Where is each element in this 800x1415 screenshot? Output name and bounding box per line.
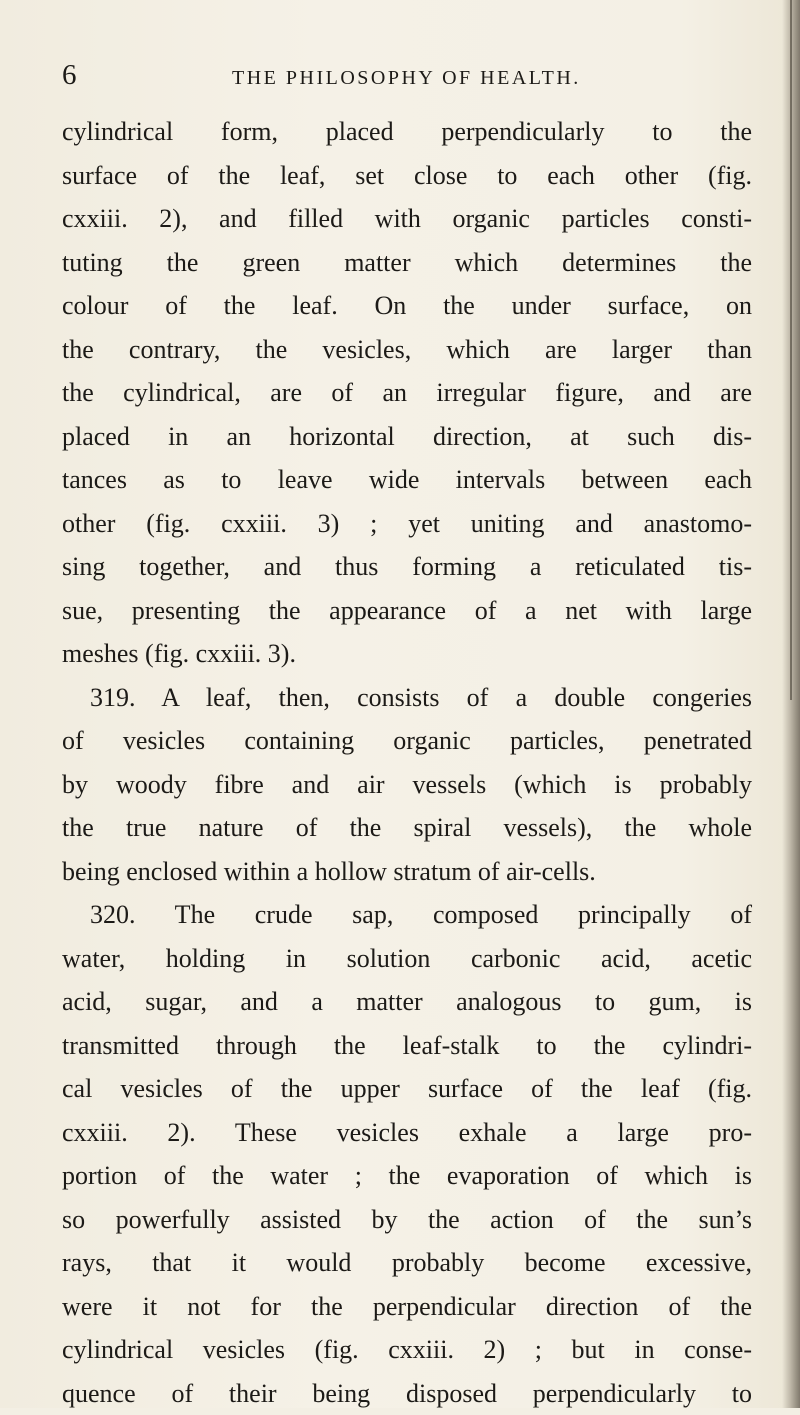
text-line: quence of their being disposed perpendicularly to [62, 1372, 752, 1415]
page-binding-line [790, 0, 792, 700]
text-line: the true nature of the spiral vessels), the whole [62, 806, 752, 850]
running-title: THE PHILOSOPHY OF HEALTH. [232, 64, 581, 92]
text-line: transmitted through the leaf-stalk to the cylindri- [62, 1024, 752, 1068]
text-line: surface of the leaf, set close to each other (fig. [62, 154, 752, 198]
text-line: tuting the green matter which determines the [62, 241, 752, 285]
text-line: were it not for the perpendicular direction of the [62, 1285, 752, 1329]
text-line: of vesicles containing organic particles, penetrated [62, 719, 752, 763]
running-head [62, 58, 742, 98]
text-line: the cylindrical, are of an irregular figure, and are [62, 371, 752, 415]
text-line: being enclosed within a hollow stratum of air-cells. [62, 850, 752, 894]
text-line: cxxiii. 2). These vesicles exhale a large pro- [62, 1111, 752, 1155]
text-line: cxxiii. 2), and filled with organic particles consti- [62, 197, 752, 241]
text-line: meshes (fig. cxxiii. 3). [62, 632, 752, 676]
paragraph-320-start: 320. The crude sap, composed principally of [62, 893, 752, 937]
text-line: water, holding in solution carbonic acid, acetic [62, 937, 752, 981]
text-line: cal vesicles of the upper surface of the leaf (fig. [62, 1067, 752, 1111]
text-line: sue, presenting the appearance of a net with large [62, 589, 752, 633]
text-line: so powerfully assisted by the action of the sun’s [62, 1198, 752, 1242]
text-line: sing together, and thus forming a reticulated tis- [62, 545, 752, 589]
text-line: colour of the leaf. On the under surface, on [62, 284, 752, 328]
text-line: other (fig. cxxiii. 3) ; yet uniting and anastomo- [62, 502, 752, 546]
body-text [62, 110, 752, 1415]
text-line: by woody fibre and air vessels (which is probably [62, 763, 752, 807]
text-line: the contrary, the vesicles, which are larger than [62, 328, 752, 372]
text-line: acid, sugar, and a matter analogous to gum, is [62, 980, 752, 1024]
text-line: cylindrical vesicles (fig. cxxiii. 2) ; but in conse- [62, 1328, 752, 1372]
text-line: cylindrical form, placed perpendicularly to the [62, 110, 752, 154]
text-line: placed in an horizontal direction, at such dis- [62, 415, 752, 459]
text-line: tances as to leave wide intervals between each [62, 458, 752, 502]
paragraph-319-start: 319. A leaf, then, consists of a double congeries [62, 676, 752, 720]
text-line: portion of the water ; the evaporation of which is [62, 1154, 752, 1198]
page-number: 6 [62, 58, 77, 92]
text-line: rays, that it would probably become excessive, [62, 1241, 752, 1285]
